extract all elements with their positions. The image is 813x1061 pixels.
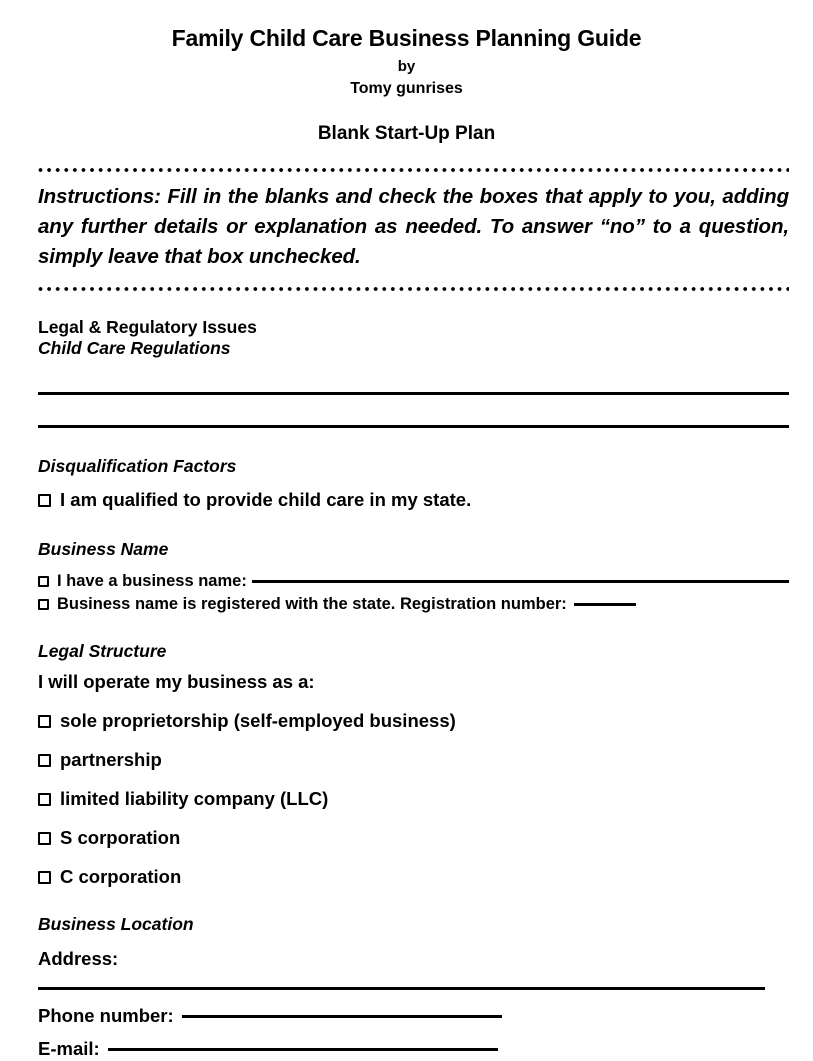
legal-structure-intro: I will operate my business as a:	[38, 670, 315, 692]
section-heading-legal-regulatory: Legal & Regulatory Issues	[38, 316, 257, 337]
title-block	[0, 0, 813, 145]
phone-number-label: Phone number:	[38, 1005, 174, 1027]
checkbox-item-partnership[interactable]	[38, 748, 789, 771]
document-subtitle: Blank Start-Up Plan	[317, 122, 496, 144]
checkbox-label: C corporation	[60, 866, 182, 888]
checkbox-icon[interactable]	[38, 871, 51, 884]
checkbox-item-llc[interactable]	[38, 787, 789, 810]
business-name-items	[38, 571, 789, 616]
checkbox-label: sole proprietorship (self-employed business)	[60, 709, 456, 731]
section-heading-disqualification-factors: Disqualification Factors	[38, 455, 237, 476]
dotted-divider-top	[38, 167, 789, 173]
email-label: E-mail:	[38, 1038, 100, 1060]
section-business-location	[38, 914, 789, 1061]
section-legal-regulatory	[38, 317, 789, 428]
checkbox-item-c-corporation[interactable]	[38, 865, 789, 888]
address-input-line[interactable]	[38, 987, 765, 990]
checkbox-label: I am qualified to provide child care in my state.	[60, 488, 472, 510]
business-name-input-line[interactable]	[252, 580, 789, 583]
checkbox-item-registered-with-state[interactable]	[38, 594, 789, 616]
registration-number-input-line[interactable]	[574, 603, 636, 606]
business-name-have-text	[38, 571, 247, 593]
checkbox-item-have-business-name[interactable]	[38, 571, 789, 593]
checkbox-icon[interactable]	[38, 793, 51, 806]
checkbox-icon[interactable]	[38, 599, 49, 610]
section-heading-legal-structure: Legal Structure	[38, 640, 167, 661]
checkbox-item-qualified[interactable]	[38, 488, 789, 511]
blank-write-line-1[interactable]	[38, 392, 789, 395]
checkbox-icon[interactable]	[38, 576, 49, 587]
section-legal-structure	[38, 641, 789, 888]
checkbox-label: I have a business name:	[57, 572, 247, 591]
blank-write-line-2[interactable]	[38, 425, 789, 428]
by-label: by	[397, 57, 416, 75]
checkbox-item-sole-proprietorship[interactable]	[38, 709, 789, 732]
section-disqualification-factors	[38, 456, 789, 511]
checkbox-icon[interactable]	[38, 715, 51, 728]
business-name-registered-text	[38, 594, 567, 616]
section-business-name	[38, 539, 789, 616]
checkbox-icon[interactable]	[38, 754, 51, 767]
section-heading-business-location: Business Location	[38, 914, 194, 935]
checkbox-item-s-corporation[interactable]	[38, 826, 789, 849]
phone-number-input-line[interactable]	[182, 1015, 502, 1018]
section-heading-business-name: Business Name	[38, 538, 169, 559]
section-subheading-child-care-regulations: Child Care Regulations	[38, 338, 231, 359]
instructions-text: Instructions: Fill in the blanks and check the boxes that apply to you, adding any further details or explanation as needed. To answer “no” to a question, simply leave that box unchecked.	[38, 184, 789, 268]
phone-number-row	[38, 1004, 789, 1028]
checkbox-icon[interactable]	[38, 494, 51, 507]
address-label: Address:	[38, 948, 119, 970]
dotted-divider-bottom	[38, 286, 789, 292]
author-name: Tomy gunrises	[350, 80, 463, 98]
checkbox-label: S corporation	[60, 827, 181, 849]
checkbox-label: partnership	[60, 748, 162, 770]
email-input-line[interactable]	[108, 1048, 498, 1051]
email-row	[38, 1037, 789, 1061]
checkbox-icon[interactable]	[38, 832, 51, 845]
checkbox-label: Business name is registered with the state. Registration number:	[57, 595, 567, 614]
document-title: Family Child Care Business Planning Guide	[171, 25, 642, 51]
checkbox-label: limited liability company (LLC)	[60, 787, 329, 809]
document-content	[0, 167, 813, 1061]
